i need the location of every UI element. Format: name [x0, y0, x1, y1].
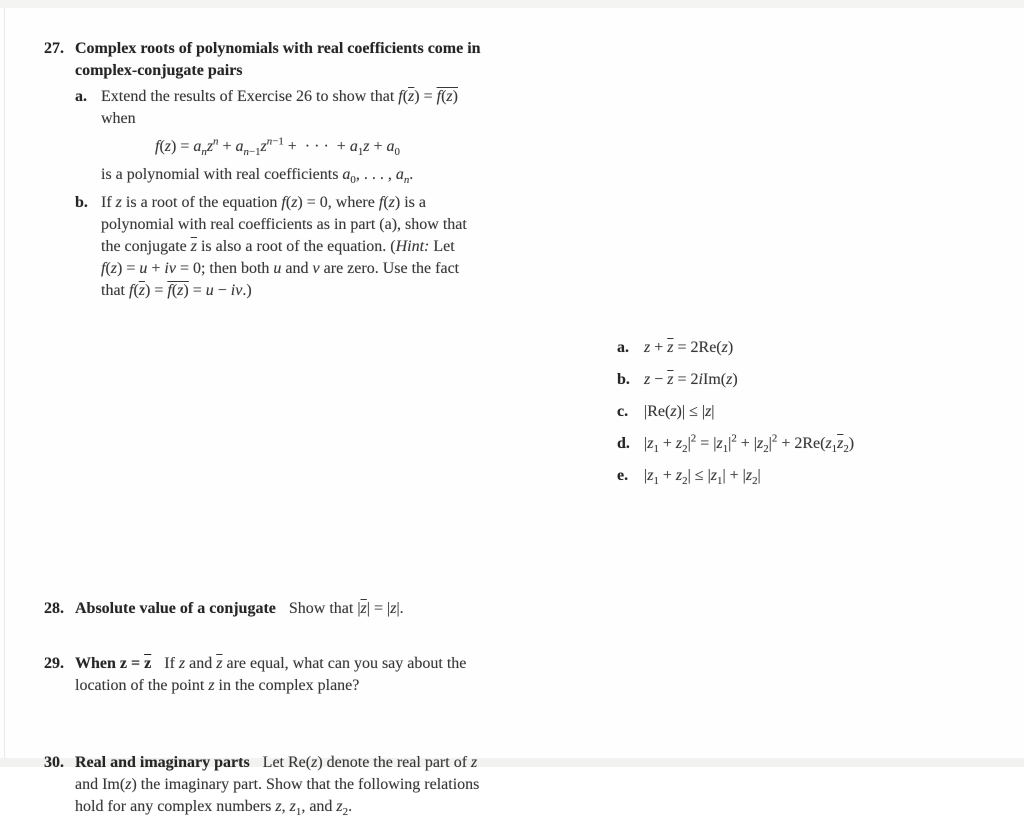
exercise-30-number: 30. [44, 754, 64, 771]
exercise-30-relations [617, 336, 997, 496]
relation-a-label: a. [617, 339, 629, 356]
exercise-30 [44, 752, 635, 818]
exercise-28 [44, 598, 635, 620]
relation-c-label: c. [617, 403, 629, 420]
exercise-28-text: Show that $|\overline{z}| = |z|$. [288, 600, 404, 617]
part-b-line-3: the conjugate $\overline{z}$ is also a root of the equation. (Hint: Let [101, 238, 455, 255]
part-b-line-2: polynomial with real coefficients as in part (a), show that [101, 216, 467, 233]
exercise-29-line-1: If z and $\overline{z}$ are equal, what can you say about the [164, 655, 467, 672]
part-b-label: b. [75, 194, 88, 211]
exercise-29-number: 29. [44, 655, 64, 672]
exercise-27-part-a [75, 86, 585, 186]
relation-item-a [617, 336, 997, 360]
relation-item-d [617, 432, 997, 456]
part-b-line-1: If z is a root of the equation f(z) = 0, where f(z) is a [101, 194, 426, 211]
page-edge-left [4, 8, 5, 758]
exercise-30-line-3: hold for any complex numbers z, $z_1$, and $z_2$. [75, 798, 353, 818]
relation-e-formula: $|z_1 + z_2| \le |z_1| + |z_2|$ [644, 467, 761, 488]
exercise-30-line-2: and Im(z) the imaginary part. Show that the following relations [75, 776, 480, 793]
exercise-29-line-2: location of the point z in the complex plane? [75, 677, 360, 694]
exercise-27-number: 27. [44, 40, 64, 57]
relation-b-formula: $z - \overline{z} = 2iIm(z)$ [644, 371, 738, 388]
exercise-27-title-line-2: complex-conjugate pairs [75, 62, 243, 79]
relation-e-label: e. [617, 467, 629, 484]
exercise-27-title-line-1: Complex roots of polynomials with real coefficients come in [75, 40, 481, 57]
relation-item-b [617, 368, 997, 392]
relation-d-formula: $|z_1 + z_2|^2 = |z_1|^2 + |z_2|^2 + 2Re(z_1\overline{z}_2)$ [644, 432, 855, 456]
polynomial-display-formula: $f(z) = a_nz^n + a_{n-1}z^{n-1}$ + · · · + $a_1z + a_0$ [155, 135, 400, 159]
relation-item-e [617, 464, 997, 488]
exercise-27-part-b [75, 192, 585, 302]
relation-c-formula: |Re(z)| ≤ |z| [644, 403, 715, 420]
exercise-30-line-1: Let Re(z) denote the real part of z [262, 754, 478, 771]
exercise-28-number: 28. [44, 600, 64, 617]
exercise-29 [44, 653, 635, 697]
exercise-28-title: Absolute value of a conjugate [75, 600, 276, 617]
exercise-27 [44, 38, 585, 302]
part-a-after-formula: is a polynomial with real coefficients $a_0$, . . . , $a_n$. [101, 166, 414, 187]
relation-a-formula: $z + \overline{z} = 2Re(z)$ [644, 339, 734, 356]
relation-b-label: b. [617, 371, 630, 388]
relation-d-label: d. [617, 435, 630, 452]
part-a-label: a. [75, 88, 87, 105]
exercise-29-title: When $z = \overline{z}$ [75, 655, 152, 672]
exercise-30-title: Real and imaginary parts [75, 754, 250, 771]
part-b-line-4: f(z) = u + iv = 0; then both u and v are zero. Use the fact [101, 260, 460, 277]
part-a-line-1: Extend the results of Exercise 26 to show that $f(\overline{z}) = f(z)$ [101, 88, 458, 105]
relation-item-c [617, 400, 997, 424]
page-edge-top [0, 0, 1024, 8]
part-b-line-5: that $f(\overline{z}) = f(z) = u - iv$.) [101, 282, 252, 299]
part-a-line-2: when [101, 110, 136, 127]
